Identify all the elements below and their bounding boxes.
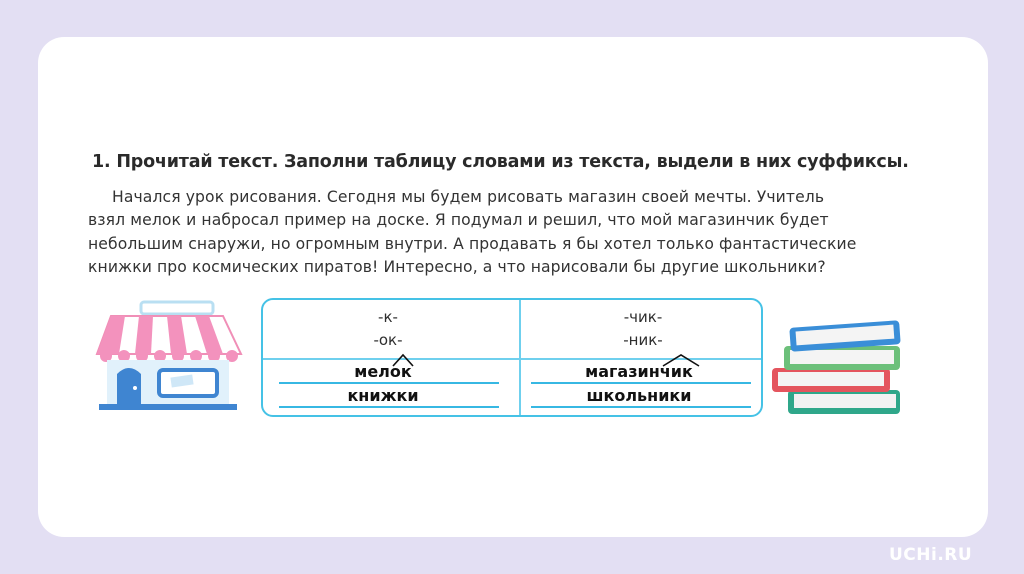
answer-line [279,406,499,408]
books-stack-illustration [770,318,915,422]
paragraph-line: взял мелок и набросал пример на доске. Я подумал и решил, что мой магазинчик будет [88,211,829,230]
paragraph-line: книжки про космических пиратов! Интересно, а что нарисовали бы другие школьники? [88,258,826,277]
task-title: 1. Прочитай текст. Заполни таблицу словами из текста, выдели в них суффиксы. [92,152,909,172]
answer-word: мелок [354,362,412,381]
answer-line [531,382,751,384]
paragraph-line: Начался урок рисования. Сегодня мы будем рисовать магазин своей мечты. Учитель [112,188,825,206]
answer-word: школьники [586,386,692,405]
answer-word: книжки [347,386,419,405]
answer-line [531,406,751,408]
shop-illustration [95,296,243,416]
suffix-label: -ок- [373,331,403,349]
suffix-label: -чик- [623,308,663,326]
suffix-label: -к- [378,308,398,326]
watermark-logo: UCHi.RU [889,545,973,565]
suffix-label: -ник- [623,331,663,349]
answer-line [279,382,499,384]
answer-word: магазинчик [585,362,693,381]
task-paragraph [88,186,958,280]
slide-card [38,37,988,537]
paragraph-line: небольшим снаружи, но огромным внутри. А продавать я бы хотел только фантастические [88,234,857,253]
suffix-table [261,298,763,417]
